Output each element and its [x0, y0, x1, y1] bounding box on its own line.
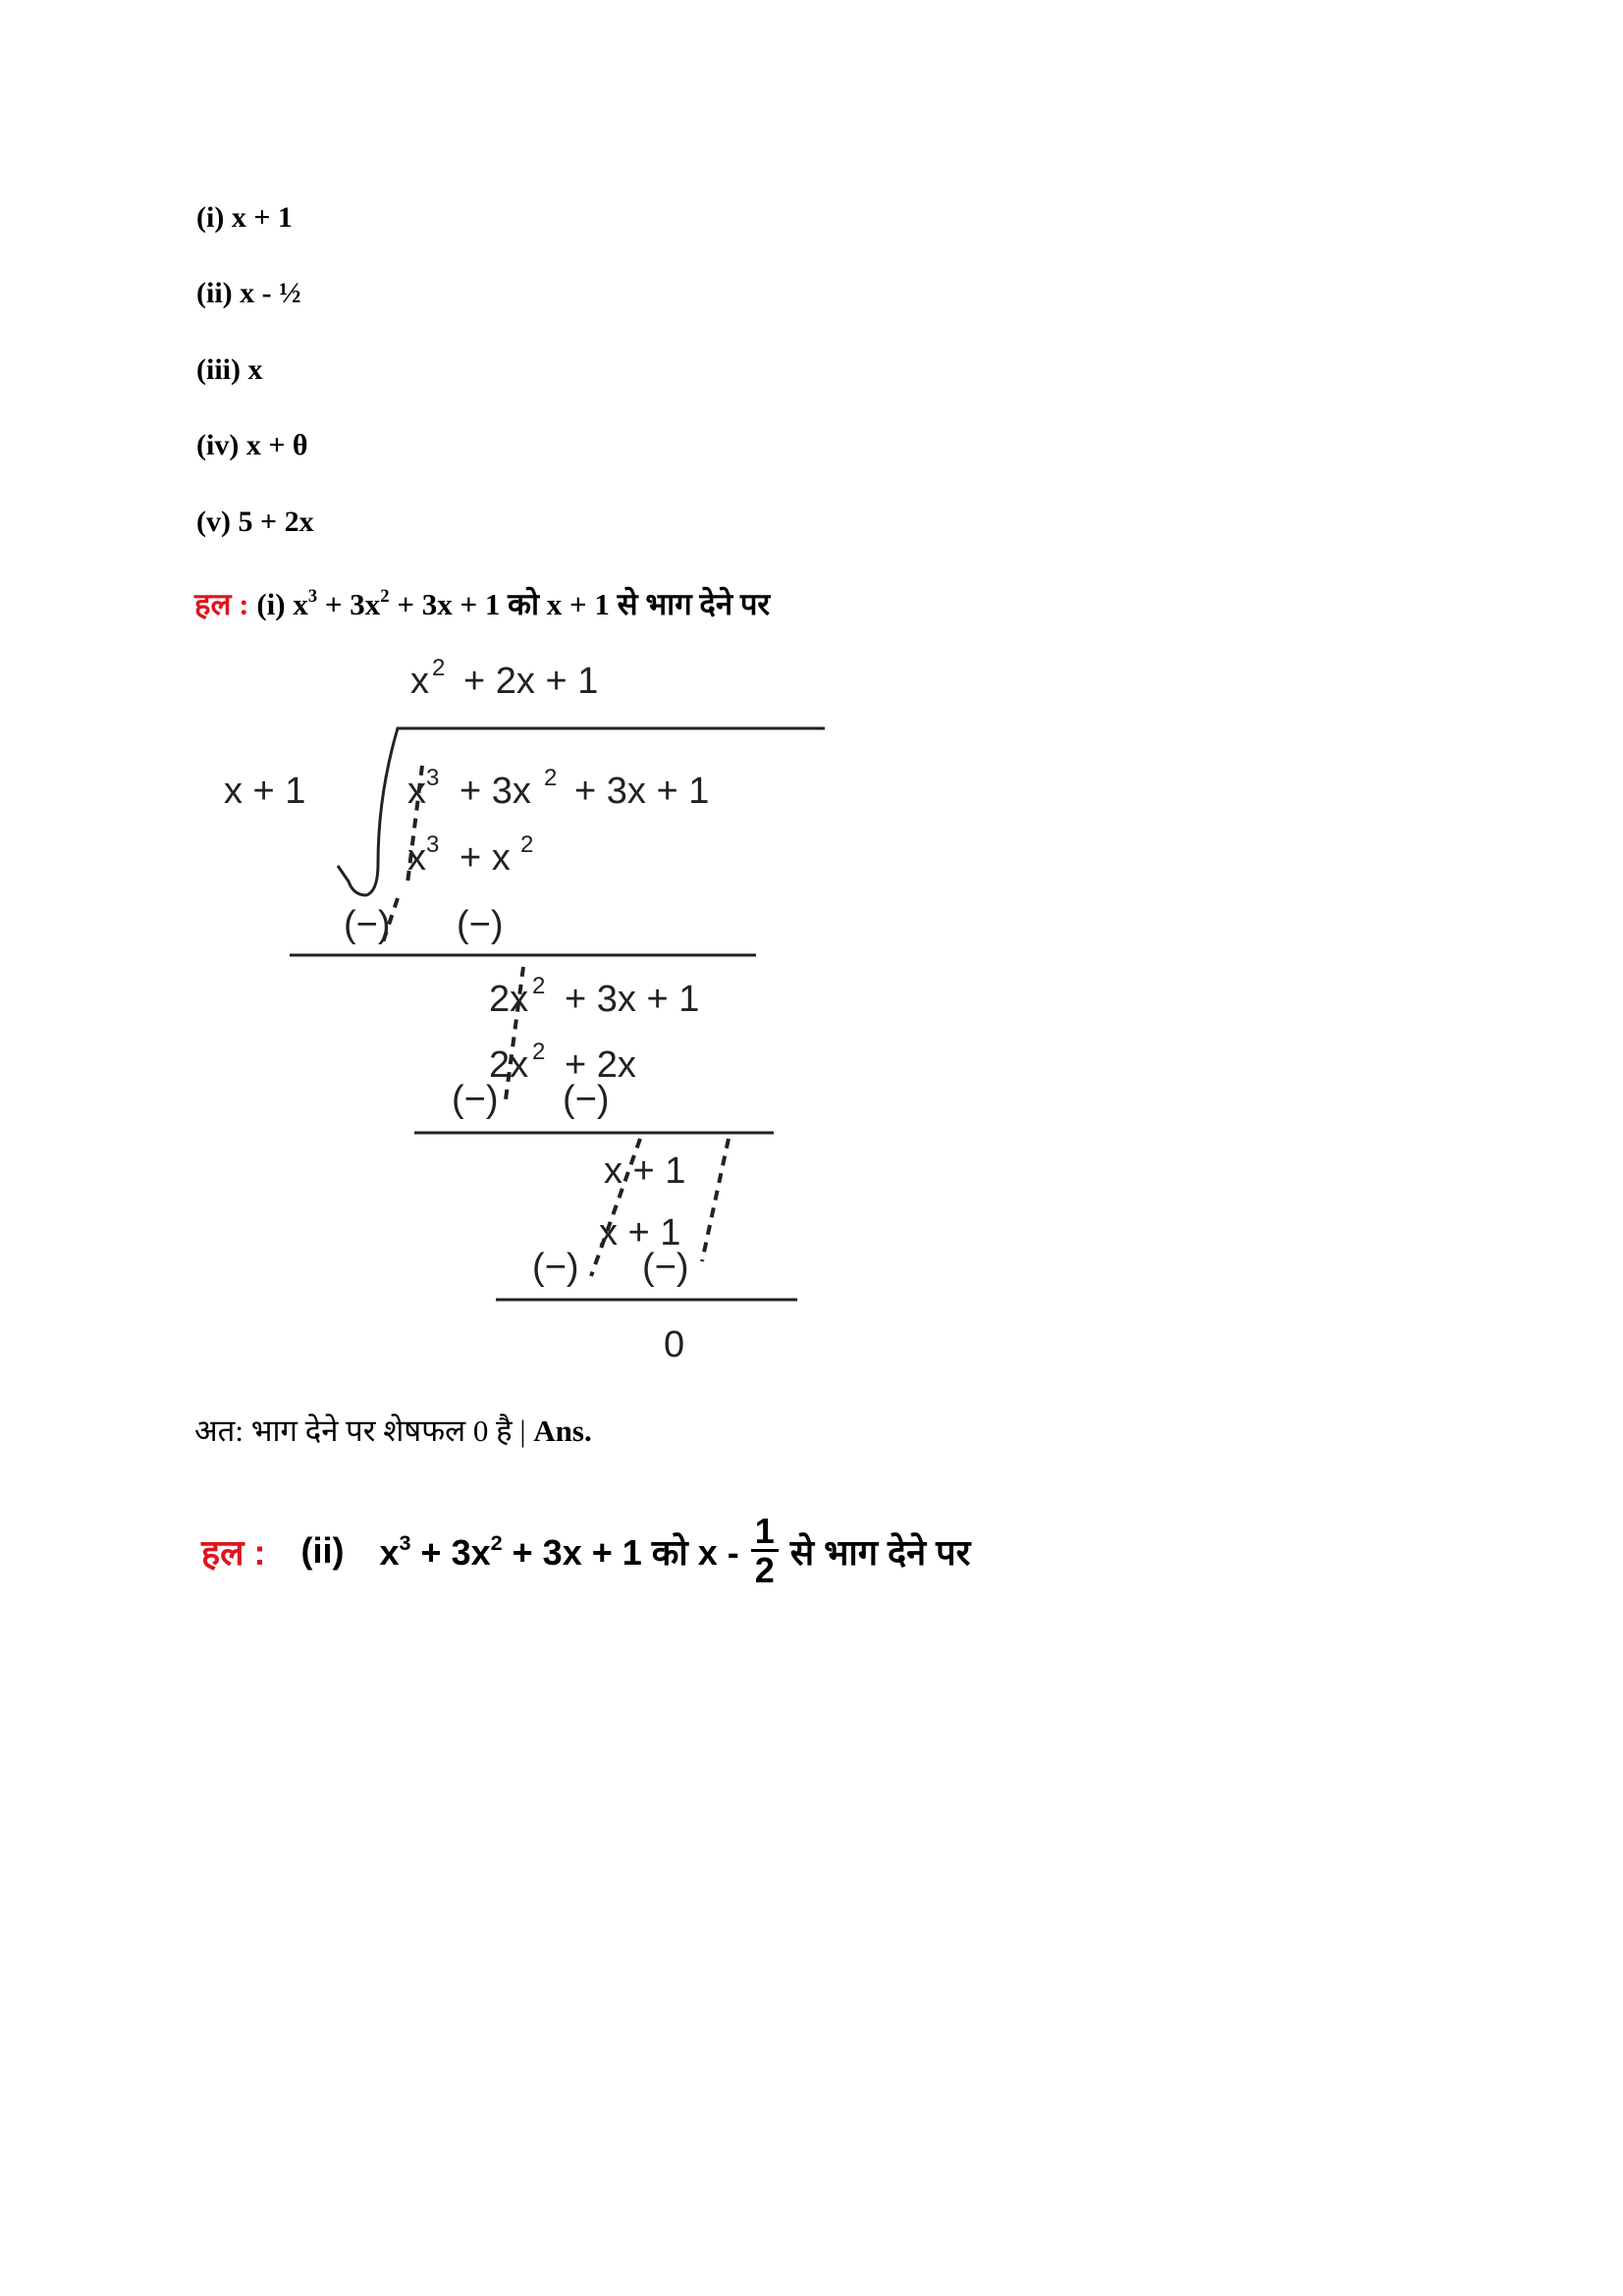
svg-text:x + 1: x + 1	[599, 1212, 681, 1254]
svg-text:+ 2x: + 2x	[565, 1044, 636, 1086]
svg-text:x + 1: x + 1	[604, 1150, 686, 1192]
svg-text:2x: 2x	[489, 1044, 529, 1086]
svg-text:x: x	[407, 837, 426, 879]
svg-text:+ 2x + 1: + 2x + 1	[463, 661, 599, 702]
option-iii: (iii) x	[196, 353, 263, 386]
long-division-diagram	[187, 648, 835, 1374]
svg-text:2x: 2x	[489, 979, 529, 1020]
svg-text:2: 2	[544, 765, 558, 791]
step1-remainder	[489, 973, 699, 1020]
solution-tail: से भाग देने पर	[789, 1531, 971, 1573]
solution-label: हल :	[194, 587, 249, 621]
svg-text:(−): (−)	[344, 904, 391, 945]
dividend	[407, 765, 709, 812]
fraction-one-half: $\frac{1}{2}$	[751, 1514, 779, 1589]
step1-signs	[344, 904, 504, 945]
solution-ii-heading	[201, 1507, 970, 1595]
option-iv: (iv) x + θ	[196, 429, 308, 461]
svg-text:(−): (−)	[563, 1079, 610, 1120]
step2-remainder	[604, 1150, 685, 1192]
divisor: x + 1	[224, 771, 306, 812]
solution-expression: $x^3 + 3x^2 + 3x + 1$ को x -	[379, 1529, 739, 1573]
svg-text:2: 2	[532, 973, 546, 999]
svg-text:(−): (−)	[457, 904, 504, 945]
option-v: (v) 5 + 2x	[196, 506, 314, 538]
svg-text:+ 3x: + 3x	[460, 771, 531, 812]
solution-part: (ii)	[300, 1530, 345, 1571]
svg-text:2: 2	[432, 655, 446, 681]
option-ii: (ii) x - ½	[196, 277, 301, 309]
ans-label: Ans.	[533, 1414, 592, 1448]
solution-label: हल :	[201, 1531, 266, 1573]
svg-text:x: x	[410, 661, 429, 702]
quotient	[410, 655, 598, 702]
svg-text:2: 2	[520, 831, 534, 858]
svg-text:(−): (−)	[642, 1247, 689, 1288]
svg-text:+ x: + x	[460, 837, 511, 879]
svg-text:(−): (−)	[532, 1247, 579, 1288]
solution-text: (i) $x^3 + 3x^2 + 3x + 1$ को x + 1 से भाग देने पर	[256, 585, 771, 621]
svg-text:x: x	[407, 771, 426, 812]
svg-text:3: 3	[426, 831, 440, 858]
svg-text:+ 3x + 1: + 3x + 1	[565, 979, 700, 1020]
step2-signs	[452, 1079, 610, 1120]
final-remainder: 0	[664, 1324, 685, 1365]
conclusion: अत: भाग देने पर शेषफल 0 है | Ans.	[194, 1414, 592, 1448]
svg-text:+ 3x + 1: + 3x + 1	[574, 771, 710, 812]
step1-subtract	[407, 831, 533, 879]
option-i: (i) x + 1	[196, 201, 293, 234]
svg-text:3: 3	[426, 765, 440, 791]
solution-i-heading	[194, 583, 770, 624]
svg-text:(−): (−)	[452, 1079, 499, 1120]
svg-text:2: 2	[532, 1039, 546, 1065]
